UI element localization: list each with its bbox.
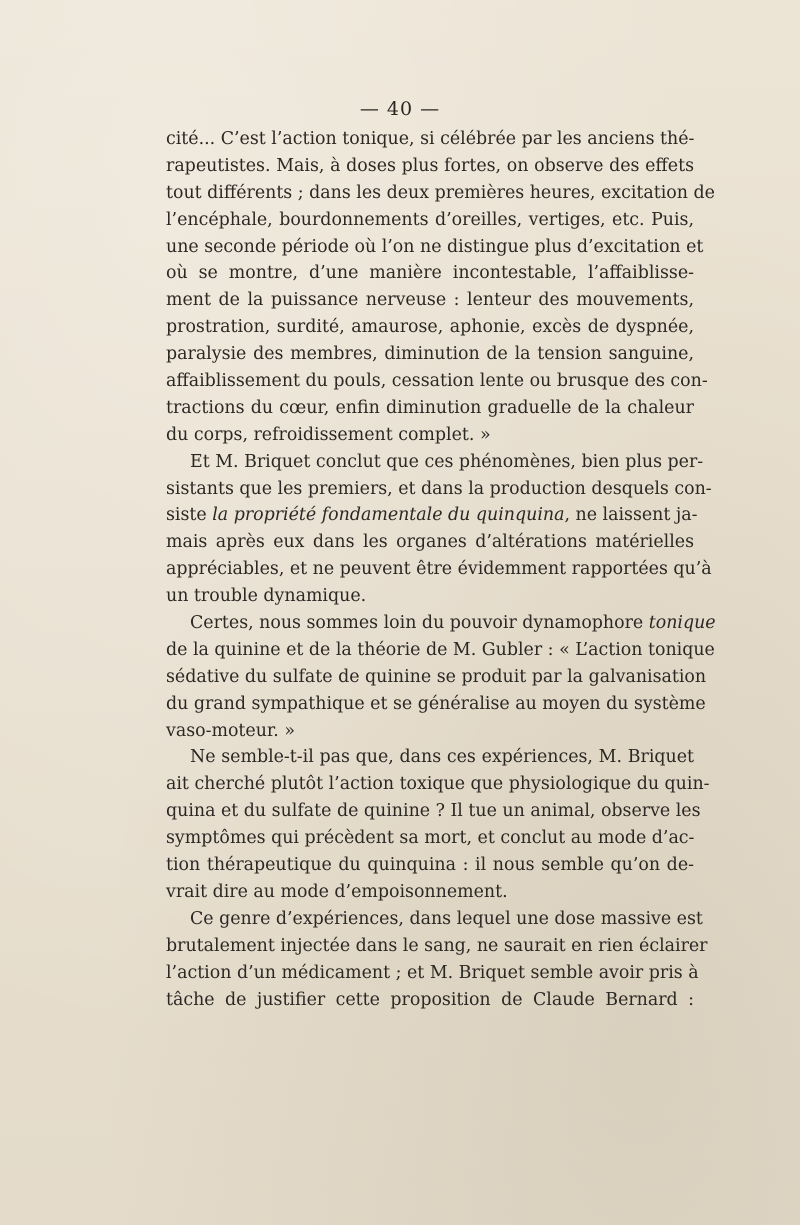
text-segment: Certes, nous sommes loin du pouvoir dynamophore — [190, 613, 649, 634]
text-line: vrait dire au mode d’empoisonnement. — [166, 881, 508, 902]
text-line: un trouble dynamique. — [166, 586, 367, 607]
text-line: tion thérapeutique du quinquina : il nous semble qu’on de- — [166, 855, 694, 876]
text-line: symptômes qui précèdent sa mort, et conclut au mode d’ac- — [166, 828, 695, 849]
text-line: ment de la puissance nerveuse : lenteur des mouvements, — [166, 290, 694, 311]
italic-text: tonique — [648, 613, 716, 634]
text-line: une seconde période où l’on ne distingue plus d’excitation et — [166, 236, 704, 257]
text-line: Ce genre d’expériences, dans lequel une dose massive est — [190, 908, 703, 929]
body-text — [166, 126, 716, 1013]
text-segment: , ne laissent ja- — [564, 505, 698, 526]
text-line: du corps, refroidissement complet. » — [166, 424, 491, 445]
text-line: tâche de justifier cette proposition de Claude Bernard : — [166, 989, 694, 1010]
text-line: paralysie des membres, diminution de la tension sanguine, — [166, 344, 694, 365]
italic-text: la propriété fondamentale du quinquina — [212, 505, 565, 526]
text-line — [166, 502, 698, 529]
text-line: quina et du sulfate de quinine ? Il tue un animal, observe les — [166, 801, 701, 822]
text-line: Ne semble-t-il pas que, dans ces expériences, M. Briquet — [190, 747, 694, 768]
text-line: du grand sympathique et se généralise au moyen du système — [166, 693, 706, 714]
text-segment: siste — [166, 505, 213, 526]
text-line: ait cherché plutôt l’action toxique que physiologique du quin- — [166, 774, 710, 795]
text-line — [166, 610, 716, 637]
text-line: de la quinine et de la théorie de M. Gubler : « L’action tonique — [166, 639, 715, 660]
text-line: rapeutistes. Mais, à doses plus fortes, on observe des effets — [166, 155, 694, 176]
text-line: sédative du sulfate de quinine se produit par la galvanisation — [166, 666, 707, 687]
text-line: appréciables, et ne peuvent être évidemment rapportées qu’à — [166, 559, 712, 580]
text-line: prostration, surdité, amaurose, aphonie, excès de dyspnée, — [166, 317, 694, 338]
text-line: tout différents ; dans les deux premières heures, excitation de — [166, 182, 715, 203]
text-line: mais après eux dans les organes d’altérations matérielles — [166, 532, 694, 553]
text-line: où se montre, d’une manière incontestable, l’affaiblisse- — [166, 263, 694, 284]
text-line: vaso-moteur. » — [166, 720, 296, 741]
text-line: brutalement injectée dans le sang, ne saurait en rien éclairer — [166, 935, 708, 956]
text-line: cité... C’est l’action tonique, si célébrée par les anciens thé- — [166, 129, 695, 149]
text-line: tractions du cœur, enfin diminution graduelle de la chaleur — [166, 397, 694, 418]
page-number: — 40 — — [359, 98, 441, 120]
text-line: affaiblissement du pouls, cessation lente ou brusque des con- — [166, 371, 708, 392]
text-line: l’encéphale, bourdonnements d’oreilles, vertiges, etc. Puis, — [166, 209, 694, 230]
text-line: l’action d’un médicament ; et M. Briquet semble avoir pris à — [166, 962, 699, 983]
text-line: sistants que les premiers, et dans la production desquels con- — [166, 478, 712, 499]
text-line: Et M. Briquet conclut que ces phénomènes, bien plus per- — [190, 451, 704, 472]
